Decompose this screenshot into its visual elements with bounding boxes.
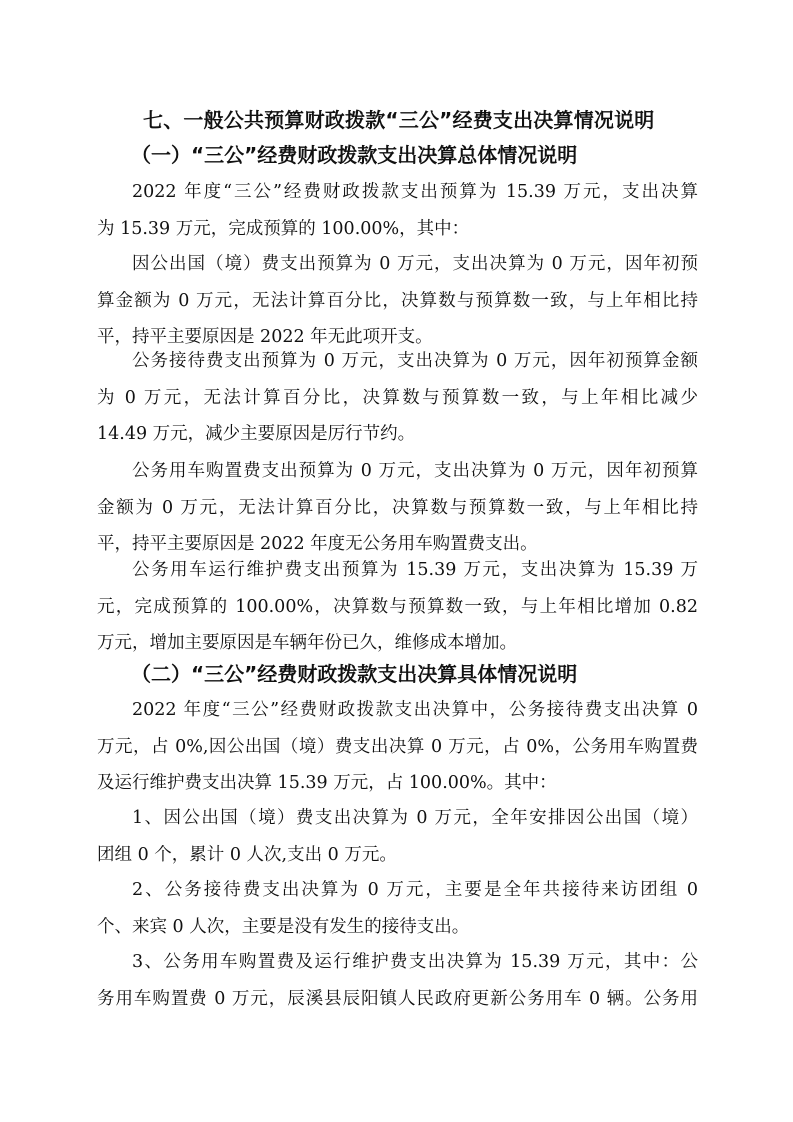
text-line: 3、公务用车购置费及运行维护费支出决算为 15.39 万元，其中：公 (132, 952, 698, 972)
text-line: 因公出国（境）费支出预算为 0 万元，支出决算为 0 万元，因年初预 (132, 254, 698, 274)
text-line: 公务用车购置费支出预算为 0 万元，支出决算为 0 万元，因年初预算 (132, 461, 698, 481)
text-line: 金额为 0 万元，无法计算百分比，决算数与预算数一致，与上年相比持 (97, 497, 698, 518)
paragraph-item-3 (97, 944, 698, 1017)
paragraph-overall-summary (97, 174, 698, 247)
text-line: 2022 年度“三公”经费财政拨款支出决算中，公务接待费支出决算 0 (132, 700, 698, 720)
section-title: 七、一般公共预算财政拨款“三公”经费支出决算情况说明 (143, 108, 655, 132)
paragraph-item-1 (97, 800, 698, 873)
text-line: 团组 0 个，累计 0 人次,支出 0 万元。 (97, 844, 397, 865)
paragraph-detail-summary (97, 692, 698, 802)
paragraph-item-2 (97, 872, 698, 945)
paragraph-overseas-travel (97, 246, 698, 356)
subsection-heading-overall: （一）“三公”经费财政拨款支出决算总体情况说明 (131, 143, 578, 167)
text-line: 为 15.39 万元，完成预算的 100.00%，其中： (97, 218, 470, 239)
text-line: 1、因公出国（境）费支出决算为 0 万元，全年安排因公出国（境） (132, 808, 698, 828)
text-line: 务用车购置费 0 万元，辰溪县辰阳镇人民政府更新公务用车 0 辆。公务用 (97, 988, 698, 1009)
text-line: 个、来宾 0 人次，主要是没有发生的接待支出。 (97, 916, 470, 937)
text-line: 元，完成预算的 100.00%，决算数与预算数一致，与上年相比增加 0.82 (97, 596, 698, 617)
text-line: 为 0 万元，无法计算百分比，决算数与预算数一致，与上年相比减少 (97, 387, 698, 408)
text-line: 万元，增加主要原因是车辆年份已久，维修成本增加。 (97, 633, 517, 653)
text-line: 平，持平主要原因是 2022 年度无公务用车购置费支出。 (97, 534, 538, 554)
paragraph-vehicle-purchase (97, 453, 698, 563)
text-line: 算金额为 0 万元，无法计算百分比，决算数与预算数一致，与上年相比持 (97, 290, 698, 311)
text-line: 及运行维护费支出决算 15.39 万元，占 100.00%。其中： (97, 773, 557, 793)
subsection-heading-detail: （二）“三公”经费财政拨款支出决算具体情况说明 (131, 662, 578, 686)
paragraph-official-reception (97, 343, 698, 453)
text-line: 公务用车运行维护费支出预算为 15.39 万元，支出决算为 15.39 万 (132, 560, 698, 580)
text-line: 万元，占 0%,因公出国（境）费支出决算 0 万元，占 0%，公务用车购置费 (97, 736, 698, 757)
paragraph-vehicle-operation (97, 552, 698, 662)
text-line: 平，持平主要原因是 2022 年无此项开支。 (97, 327, 433, 347)
text-line: 2、公务接待费支出决算为 0 万元，主要是全年共接待来访团组 0 (132, 880, 698, 900)
text-line: 公务接待费支出预算为 0 万元，支出决算为 0 万元，因年初预算金额 (132, 351, 698, 371)
text-line: 2022 年度“三公”经费财政拨款支出预算为 15.39 万元，支出决算 (132, 182, 698, 202)
text-line: 14.49 万元，减少主要原因是厉行节约。 (97, 424, 416, 444)
